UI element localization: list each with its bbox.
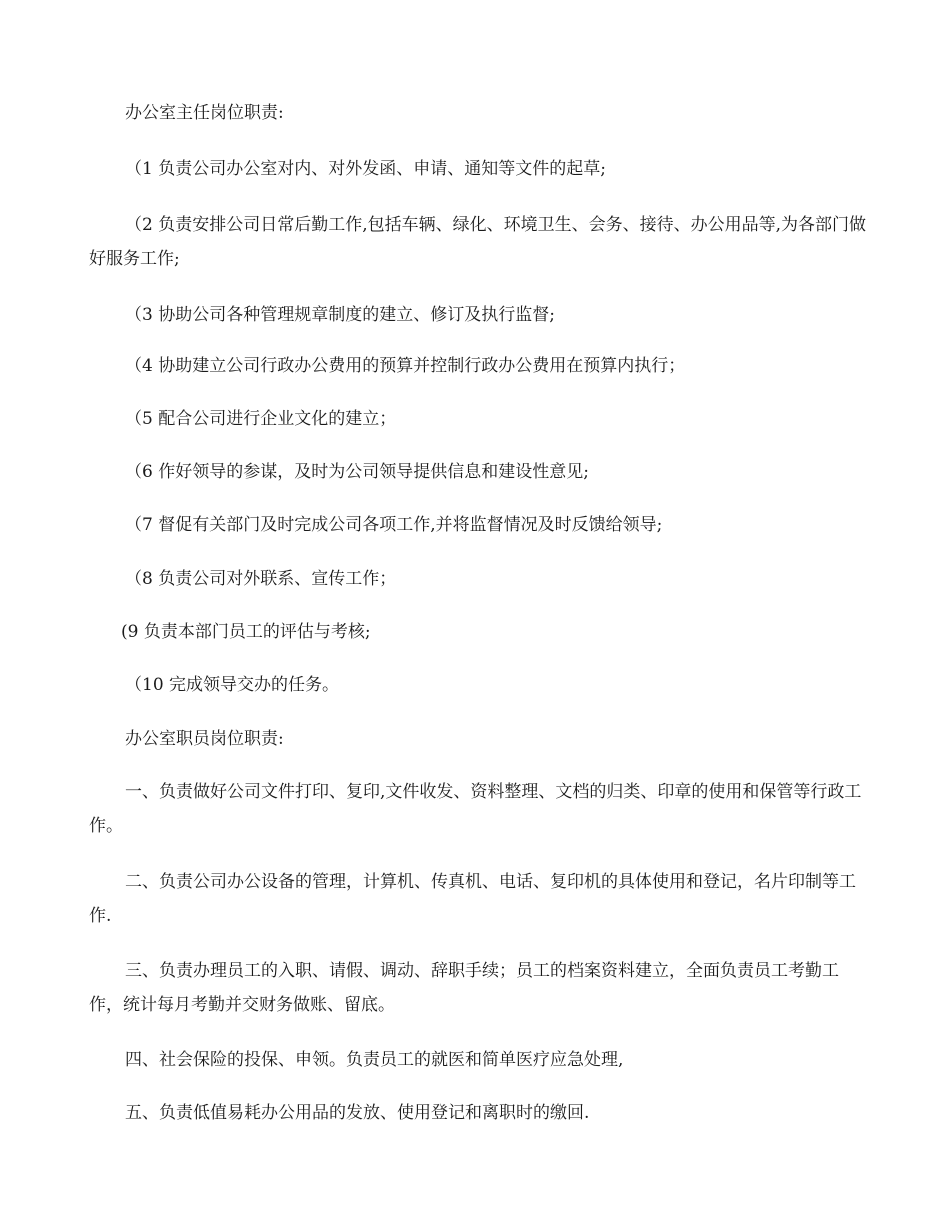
list-item: 三、负责办理员工的入职、请假、调动、辞职手续；员工的档案资料建立，全面负责员工考勤工作，统计每月考勤并交财务做账、留底。: [89, 961, 839, 1015]
section-heading-staff: 办公室职员岗位职责:: [125, 729, 284, 749]
list-item: 一、负责做好公司文件打印、复印,文件收发、资料整理、文档的归类、印章的使用和保管等行政工作。: [89, 782, 862, 836]
list-item: 二、负责公司办公设备的管理，计算机、传真机、电话、复印机的具体使用和登记，名片印制等工作.: [89, 872, 856, 926]
list-item: （1 负责公司办公室对内、对外发函、申请、通知等文件的起草;: [125, 159, 606, 179]
list-item: （4 协助建立公司行政办公费用的预算并控制行政办公费用在预算内执行；: [125, 356, 686, 376]
list-item: 五、负责低值易耗办公用品的发放、使用登记和离职时的缴回.: [125, 1103, 590, 1123]
list-item: （8 负责公司对外联系、宣传工作；: [125, 569, 397, 589]
list-item: （5 配合公司进行企业文化的建立；: [125, 409, 397, 429]
list-item: (9 负责本部门员工的评估与考核;: [121, 622, 371, 642]
section-heading-director: 办公室主任岗位职责:: [125, 103, 284, 123]
list-item: （7 督促有关部门及时完成公司各项工作,并将监督情况及时反馈给领导;: [125, 515, 663, 535]
list-item: （10 完成领导交办的任务。: [125, 675, 340, 695]
list-item: （2 负责安排公司日常后勤工作,包括车辆、绿化、环境卫生、会务、接待、办公用品等,为各部门做好服务工作;: [89, 215, 867, 269]
list-item: 四、社会保险的投保、申领。负责员工的就医和简单医疗应急处理,: [125, 1050, 624, 1070]
list-item: （3 协助公司各种管理规章制度的建立、修订及执行监督;: [125, 305, 555, 325]
list-item: （6 作好领导的参谋，及时为公司领导提供信息和建设性意见;: [125, 462, 589, 482]
